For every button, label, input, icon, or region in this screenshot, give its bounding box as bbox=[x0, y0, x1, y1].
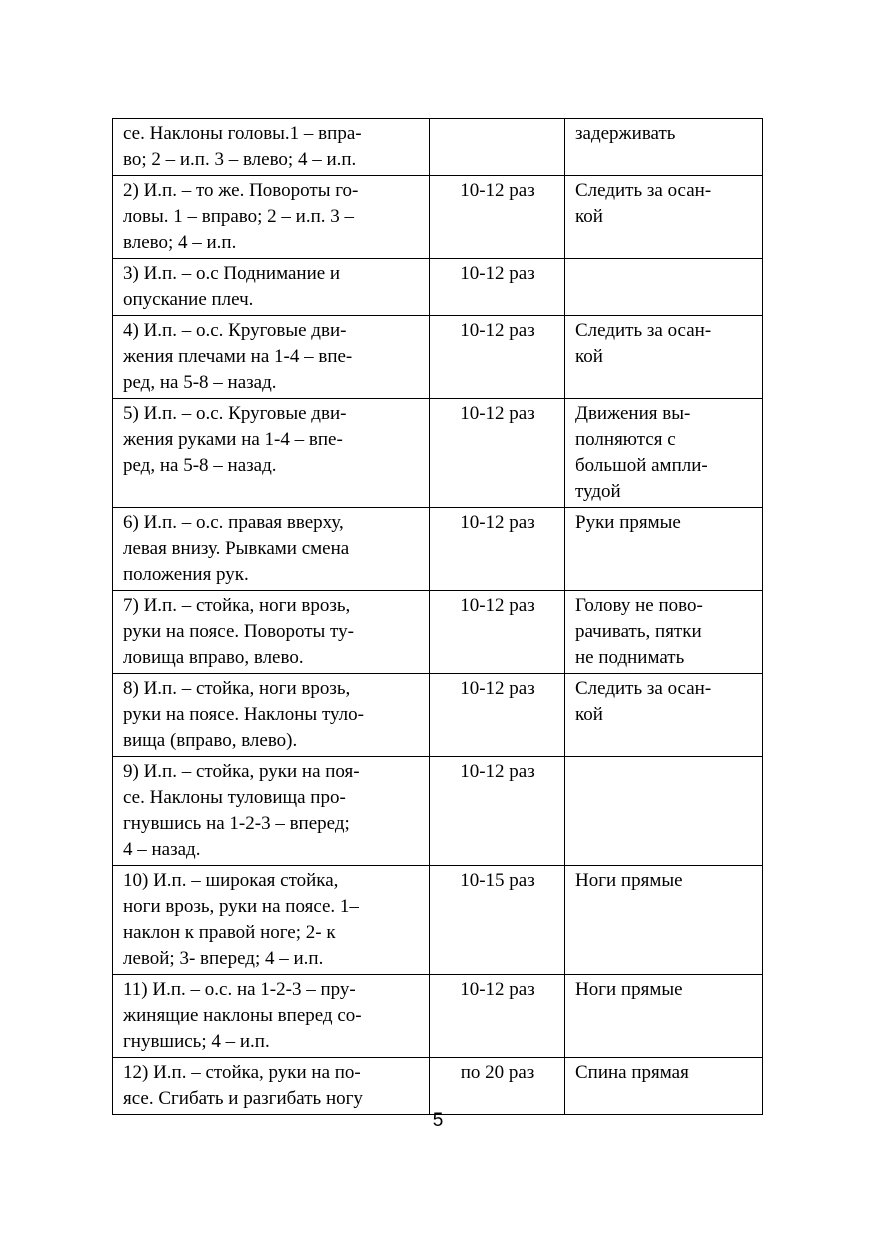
cell-line: левой; 3- вперед; 4 – и.п. bbox=[123, 948, 324, 969]
cell-line: 7) И.п. – стойка, ноги врозь, bbox=[123, 595, 351, 616]
exercise-description-cell bbox=[113, 975, 430, 1058]
cell-line: 11) И.п. – о.с. на 1-2-3 – пру- bbox=[123, 979, 356, 1000]
exercise-note-cell bbox=[565, 259, 763, 316]
cell-line: 12) И.п. – стойка, руки на по- bbox=[123, 1062, 361, 1083]
exercise-dosage-cell: 10-15 раз bbox=[430, 866, 565, 975]
cell-line: опускание плеч. bbox=[123, 289, 254, 310]
table-row bbox=[113, 119, 763, 176]
cell-line: 3) И.п. – о.с Поднимание и bbox=[123, 263, 341, 284]
cell-line: 8) И.п. – стойка, ноги врозь, bbox=[123, 678, 351, 699]
exercise-description-cell bbox=[113, 757, 430, 866]
exercise-note-cell bbox=[565, 866, 763, 975]
exercise-description-cell bbox=[113, 1058, 430, 1115]
cell-line: ред, на 5-8 – назад. bbox=[123, 372, 277, 393]
cell-line: Движения вы- bbox=[575, 403, 691, 424]
exercise-description-cell bbox=[113, 119, 430, 176]
table-row bbox=[113, 1058, 763, 1115]
exercise-note-cell bbox=[565, 119, 763, 176]
table-row bbox=[113, 316, 763, 399]
exercise-dosage-cell: 10-12 раз bbox=[430, 757, 565, 866]
exercise-dosage-cell: 10-12 раз bbox=[430, 508, 565, 591]
exercise-description-cell bbox=[113, 176, 430, 259]
table-row bbox=[113, 975, 763, 1058]
cell-line: ясе. Сгибать и разгибать ногу bbox=[123, 1088, 363, 1109]
cell-line: рачивать, пятки bbox=[575, 621, 702, 642]
exercise-dosage-cell: 10-12 раз bbox=[430, 975, 565, 1058]
table-row bbox=[113, 508, 763, 591]
exercise-note-cell bbox=[565, 1058, 763, 1115]
table-row bbox=[113, 591, 763, 674]
table-row bbox=[113, 399, 763, 508]
cell-line: ловы. 1 – вправо; 2 – и.п. 3 – bbox=[123, 206, 354, 227]
cell-line: гнувшись на 1-2-3 – вперед; bbox=[123, 813, 350, 834]
cell-line: жения плечами на 1-4 – впе- bbox=[123, 346, 353, 367]
cell-line: руки на поясе. Повороты ту- bbox=[123, 621, 354, 642]
cell-line: левая внизу. Рывками смена bbox=[123, 538, 350, 559]
cell-line: большой ампли- bbox=[575, 455, 708, 476]
exercise-dosage-cell bbox=[430, 119, 565, 176]
cell-line: 10) И.п. – широкая стойка, bbox=[123, 870, 339, 891]
cell-line: Голову не пово- bbox=[575, 595, 703, 616]
exercise-note-cell bbox=[565, 674, 763, 757]
cell-line: ловища вправо, влево. bbox=[123, 647, 304, 668]
table-row bbox=[113, 176, 763, 259]
cell-line: ноги врозь, руки на поясе. 1– bbox=[123, 896, 359, 917]
exercise-dosage-cell: 10-12 раз bbox=[430, 176, 565, 259]
cell-line: влево; 4 – и.п. bbox=[123, 232, 237, 253]
cell-line: кой bbox=[575, 346, 603, 367]
exercise-note-cell bbox=[565, 399, 763, 508]
page-number: 5 bbox=[432, 1110, 444, 1131]
cell-line: вища (вправо, влево). bbox=[123, 730, 298, 751]
exercise-dosage-cell: 10-12 раз bbox=[430, 316, 565, 399]
cell-line: Следить за осан- bbox=[575, 320, 712, 341]
cell-line: Ноги прямые bbox=[575, 979, 683, 1000]
table-row bbox=[113, 757, 763, 866]
cell-line: жинящие наклоны вперед со- bbox=[123, 1005, 362, 1026]
exercise-description-cell bbox=[113, 316, 430, 399]
exercise-note-cell bbox=[565, 591, 763, 674]
cell-line: Руки прямые bbox=[575, 512, 681, 533]
cell-line: тудой bbox=[575, 481, 621, 502]
cell-line: кой bbox=[575, 206, 603, 227]
exercise-table bbox=[112, 118, 763, 1115]
table-row bbox=[113, 866, 763, 975]
cell-line: наклон к правой ноге; 2- к bbox=[123, 922, 336, 943]
exercise-description-cell bbox=[113, 866, 430, 975]
exercise-description-cell bbox=[113, 508, 430, 591]
cell-line: 4 – назад. bbox=[123, 839, 201, 860]
cell-line: жения руками на 1-4 – впе- bbox=[123, 429, 343, 450]
table-row bbox=[113, 259, 763, 316]
cell-line: 9) И.п. – стойка, руки на поя- bbox=[123, 761, 360, 782]
exercise-note-cell bbox=[565, 757, 763, 866]
exercise-dosage-cell: по 20 раз bbox=[430, 1058, 565, 1115]
exercise-description-cell bbox=[113, 399, 430, 508]
cell-line: гнувшись; 4 – и.п. bbox=[123, 1031, 270, 1052]
cell-line: задерживать bbox=[575, 123, 676, 144]
cell-line: во; 2 – и.п. 3 – влево; 4 – и.п. bbox=[123, 149, 357, 170]
cell-line: руки на поясе. Наклоны туло- bbox=[123, 704, 364, 725]
exercise-table-body bbox=[113, 119, 763, 1115]
exercise-dosage-cell: 10-12 раз bbox=[430, 591, 565, 674]
cell-line: 6) И.п. – о.с. правая вверху, bbox=[123, 512, 344, 533]
exercise-description-cell bbox=[113, 674, 430, 757]
cell-line: 5) И.п. – о.с. Круговые дви- bbox=[123, 403, 347, 424]
exercise-dosage-cell: 10-12 раз bbox=[430, 674, 565, 757]
cell-line: 4) И.п. – о.с. Круговые дви- bbox=[123, 320, 347, 341]
cell-line: Следить за осан- bbox=[575, 678, 712, 699]
exercise-dosage-cell: 10-12 раз bbox=[430, 399, 565, 508]
cell-line: положения рук. bbox=[123, 564, 249, 585]
cell-line: Следить за осан- bbox=[575, 180, 712, 201]
exercise-note-cell bbox=[565, 975, 763, 1058]
cell-line: Спина прямая bbox=[575, 1062, 689, 1083]
exercise-note-cell bbox=[565, 316, 763, 399]
exercise-description-cell bbox=[113, 591, 430, 674]
exercise-description-cell bbox=[113, 259, 430, 316]
table-row bbox=[113, 674, 763, 757]
cell-line: не поднимать bbox=[575, 647, 685, 668]
exercise-dosage-cell: 10-12 раз bbox=[430, 259, 565, 316]
cell-line: кой bbox=[575, 704, 603, 725]
cell-line: Ноги прямые bbox=[575, 870, 683, 891]
cell-line: полняются с bbox=[575, 429, 676, 450]
cell-line: ред, на 5-8 – назад. bbox=[123, 455, 277, 476]
cell-line: се. Наклоны туловища про- bbox=[123, 787, 346, 808]
exercise-note-cell bbox=[565, 176, 763, 259]
exercise-note-cell bbox=[565, 508, 763, 591]
cell-line: се. Наклоны головы.1 – впра- bbox=[123, 123, 362, 144]
cell-line: 2) И.п. – то же. Повороты го- bbox=[123, 180, 359, 201]
